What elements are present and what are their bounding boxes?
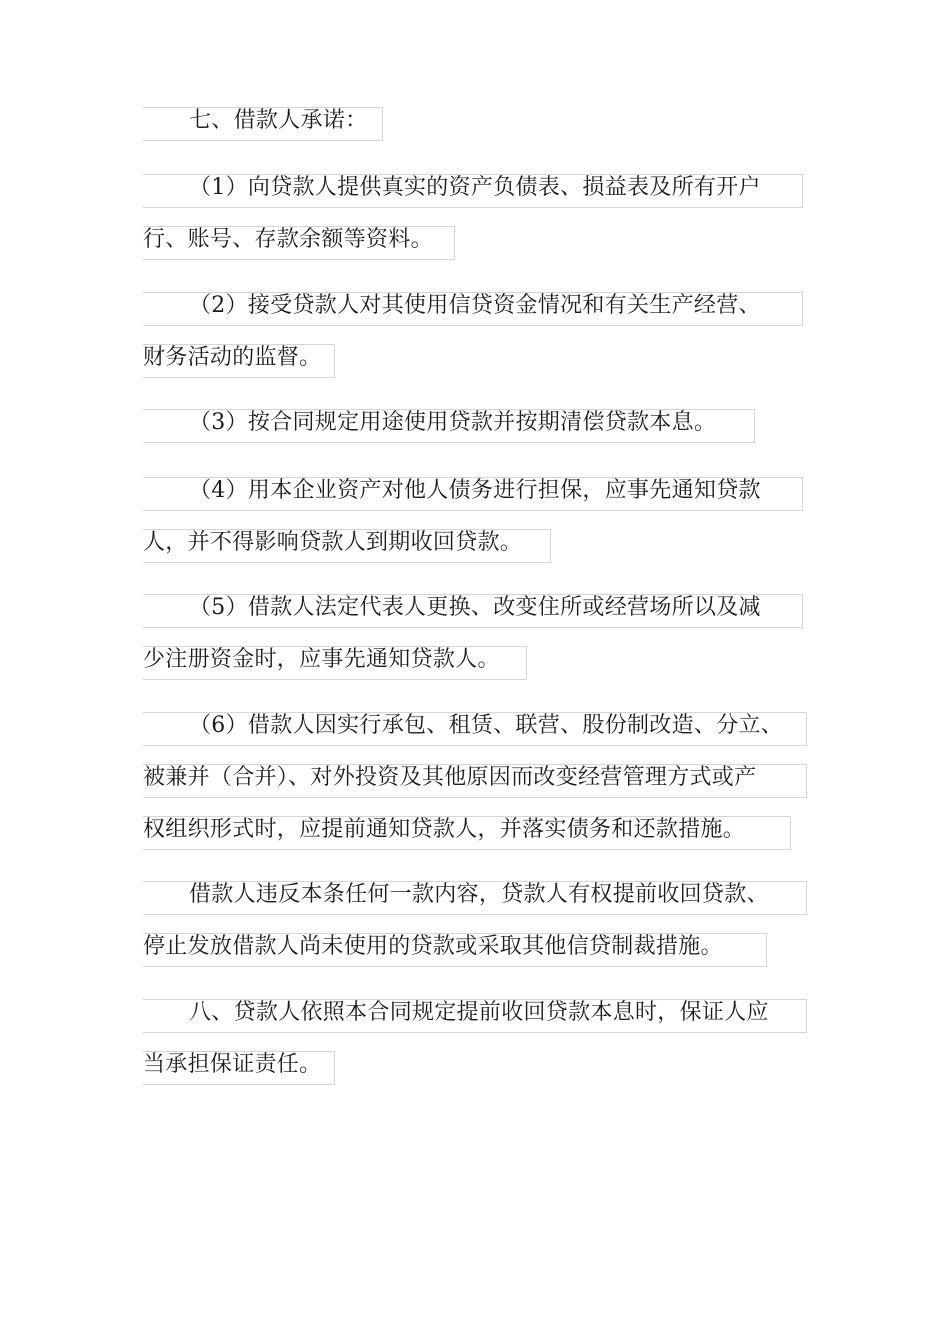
line-text: （6）借款人因实行承包、租赁、联营、股份制改造、分立、 [189,713,784,738]
paragraph-heading-seven [143,95,367,147]
text-line [143,869,769,921]
text-line [143,332,761,384]
text-line [143,280,761,332]
line-text: 八、贷款人依照本合同规定提前收回贷款本息时，保证人应 [189,1000,769,1025]
paragraph-clause-5 [143,582,761,686]
text-line [143,987,769,1039]
line-text: 少注册资金时，应事先通知贷款人。 [143,647,500,672]
text-line [143,465,761,517]
paragraph-clause-2 [143,280,761,384]
line-text: （4）用本企业资产对他人债务进行担保，应事先通知贷款 [189,478,761,503]
line-text: （3）按合同规定用途使用贷款并按期清偿贷款本息。 [189,410,717,435]
text-line [143,582,761,634]
text-line [143,752,783,804]
paragraph-clause-6 [143,700,783,856]
line-text: 停止发放借款人尚未使用的贷款或采取其他信贷制裁措施。 [143,934,723,959]
line-text: 被兼并（合并）、对外投资及其他原因而改变经营管理方式或产 [143,765,757,790]
paragraph-clause-3 [143,397,716,449]
line-text: 财务活动的监督。 [143,345,322,370]
line-text: 借款人违反本条任何一款内容，贷款人有权提前收回贷款、 [189,882,769,907]
text-line [143,397,716,449]
text-line [143,634,761,686]
text-line [143,804,783,856]
text-line [143,95,367,147]
paragraph-clause-1 [143,162,761,266]
line-text: 七、借款人承诺： [189,108,368,133]
text-line [143,1039,769,1091]
line-text: 行、账号、存款余额等资料。 [143,227,433,252]
paragraph-breach-clause [143,869,769,973]
paragraph-clause-4 [143,465,761,569]
line-text: 人，并不得影响贷款人到期收回贷款。 [143,530,523,555]
line-text: 权组织形式时，应提前通知贷款人，并落实债务和还款措施。 [143,817,746,842]
line-text: （5）借款人法定代表人更换、改变住所或经营场所以及减 [189,595,761,620]
text-line [143,214,761,266]
line-text: （2）接受贷款人对其使用信贷资金情况和有关生产经营、 [189,293,761,318]
paragraph-heading-eight [143,987,769,1091]
text-line [143,162,761,214]
text-line [143,921,769,973]
line-text: （1）向贷款人提供真实的资产负债表、损益表及所有开户 [189,175,761,200]
line-text: 当承担保证责任。 [143,1052,322,1077]
text-line [143,517,761,569]
text-line [143,700,783,752]
